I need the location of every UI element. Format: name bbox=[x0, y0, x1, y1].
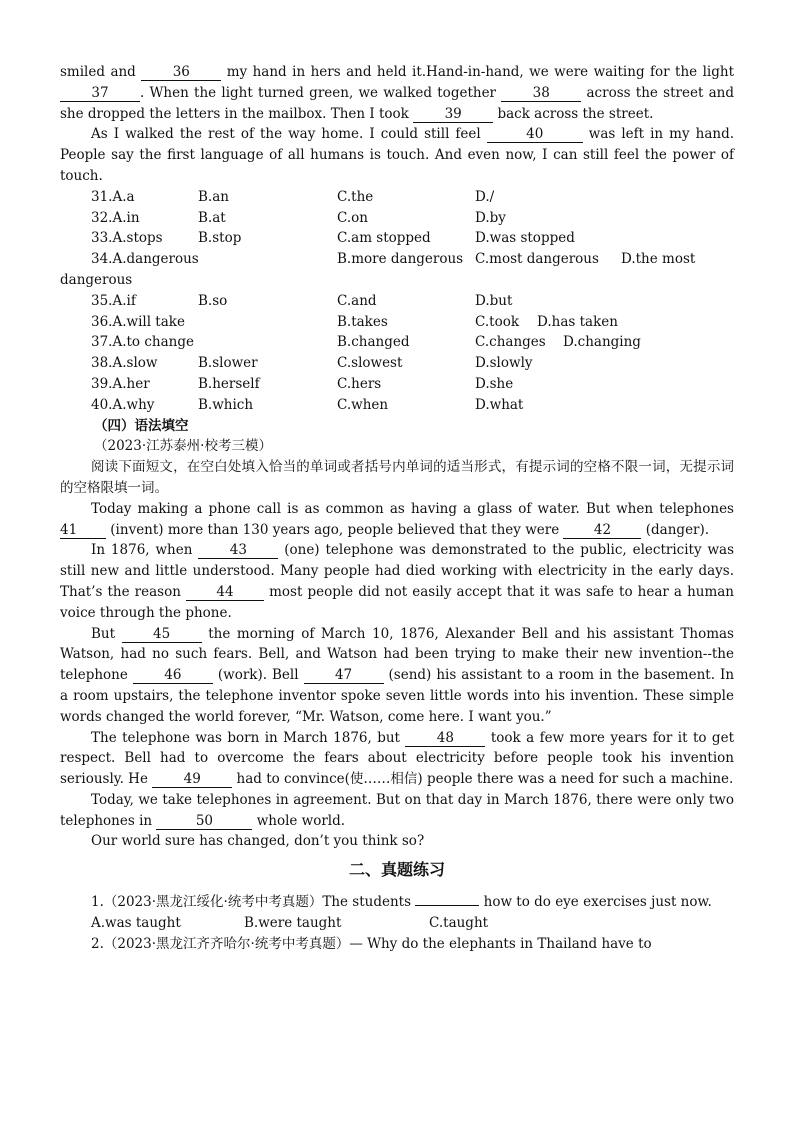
section-title: 二、真题练习 bbox=[348, 860, 445, 880]
blank-38[interactable]: 38 bbox=[501, 86, 581, 102]
exam-question-2: 2.（2023·黑龙江齐齐哈尔·统考中考真题）— Why do the elephants in Thailand have to bbox=[91, 935, 652, 952]
option-row-38: 38.A.slow B.slower C.slowest D.slowly bbox=[91, 355, 533, 372]
grammar-paragraph: Our world sure has changed, don’t you think so? bbox=[91, 833, 425, 850]
q1-options: A.was taught B.were taught C.taught bbox=[91, 915, 489, 932]
option-row-39: 39.A.her B.herself C.hers D.she bbox=[91, 375, 514, 392]
blank-45[interactable]: 45 bbox=[122, 627, 202, 643]
blank-50[interactable]: 50 bbox=[156, 814, 252, 830]
passage-paragraph: As I walked the rest of the way home. I could still feel 40 was left in my hand. People say the first language of all humans is touch. And even now, I can still feel the power of touch. bbox=[60, 126, 734, 184]
option-row-40: 40.A.why B.which C.when D.what bbox=[91, 396, 524, 413]
option-row-35: 35.A.if B.so C.and D.but bbox=[91, 292, 513, 309]
document-page bbox=[60, 62, 734, 955]
question-source: （2023·江苏泰州·校考三模） bbox=[94, 438, 272, 455]
blank-41[interactable]: 41 bbox=[60, 523, 106, 539]
grammar-paragraph: In 1876, when 43 (one) telephone was demonstrated to the public, electricity was still new and little understood. Many people had died working with electricity in the early days. That’s the reason 44 most people did not easily accept that it was safe to hear a human voice through the phone. bbox=[60, 542, 734, 621]
option-row-32: 32.A.in B.at C.on D.by bbox=[91, 209, 506, 226]
blank-42[interactable]: 42 bbox=[563, 523, 641, 539]
option-row-33: 33.A.stops B.stop C.am stopped D.was stopped bbox=[91, 230, 575, 247]
blank-48[interactable]: 48 bbox=[405, 731, 485, 747]
blank-37[interactable]: 37 bbox=[60, 86, 140, 102]
blank-40[interactable]: 40 bbox=[487, 127, 583, 143]
section-heading: （四）语法填空 bbox=[94, 417, 189, 434]
option-row-36: 36.A.will take B.takes C.took D.has taken bbox=[91, 313, 618, 330]
option-row-34: 34.A.dangerous B.more dangerous C.most dangerous D.the most bbox=[91, 251, 696, 268]
blank-43[interactable]: 43 bbox=[198, 543, 278, 559]
blank-q1[interactable] bbox=[415, 905, 479, 906]
grammar-paragraph: Today making a phone call is as common as having a glass of water. But when telephones 41 (invent) more than 130 years ago, people believed that they were 42 (danger). bbox=[60, 500, 734, 538]
blank-46[interactable]: 46 bbox=[133, 668, 213, 684]
blank-47[interactable]: 47 bbox=[304, 668, 384, 684]
grammar-paragraph: Today, we take telephones in agreement. But on that day in March 1876, there were only two telephones in 50 whole world. bbox=[60, 791, 734, 829]
option-34-wrap: dangerous bbox=[60, 271, 133, 288]
blank-49[interactable]: 49 bbox=[152, 772, 232, 788]
passage-paragraph: smiled and 36 my hand in hers and held it.Hand-in-hand, we were waiting for the light 37 . When the light turned green, we walked together 38 across the street and she dropped the letters in the mailbox. Then I took 39 back across the street. bbox=[60, 64, 735, 122]
instructions: 阅读下面短文，在空白处填入恰当的单词或者括号内单词的适当形式，有提示词的空格不限一词，无提示词的空格限填一词。 bbox=[60, 459, 734, 496]
exam-question-1: 1.（2023·黑龙江绥化·统考中考真题）The students how to do eye exercises just now. bbox=[91, 894, 712, 911]
option-row-31: 31.A.a B.an C.the D./ bbox=[91, 188, 495, 205]
grammar-paragraph: The telephone was born in March 1876, but 48 took a few more years for it to get respect. Bell had to overcome the fears about electricity before people took his invention seriously. He 49 had to convince(使……相信) people there was a need for such a machine. bbox=[60, 729, 734, 788]
grammar-paragraph: But 45 the morning of March 10, 1876, Alexander Bell and his assistant Thomas Watson, had no such fears. Bell, and Watson had been trying to make their new invention--the telephone 46 (work). Bell 47 (send) his assistant to a room in the basement. In a room upstairs, the telephone inventor spoke seven little words into his invention. These simple words changed the world forever, “Mr. Watson, come here. I want you.” bbox=[60, 625, 735, 725]
blank-39[interactable]: 39 bbox=[413, 107, 493, 123]
option-row-37: 37.A.to change B.changed C.changes D.changing bbox=[91, 334, 641, 351]
blank-36[interactable]: 36 bbox=[141, 65, 221, 81]
options-list bbox=[60, 187, 734, 416]
blank-44[interactable]: 44 bbox=[186, 585, 264, 601]
